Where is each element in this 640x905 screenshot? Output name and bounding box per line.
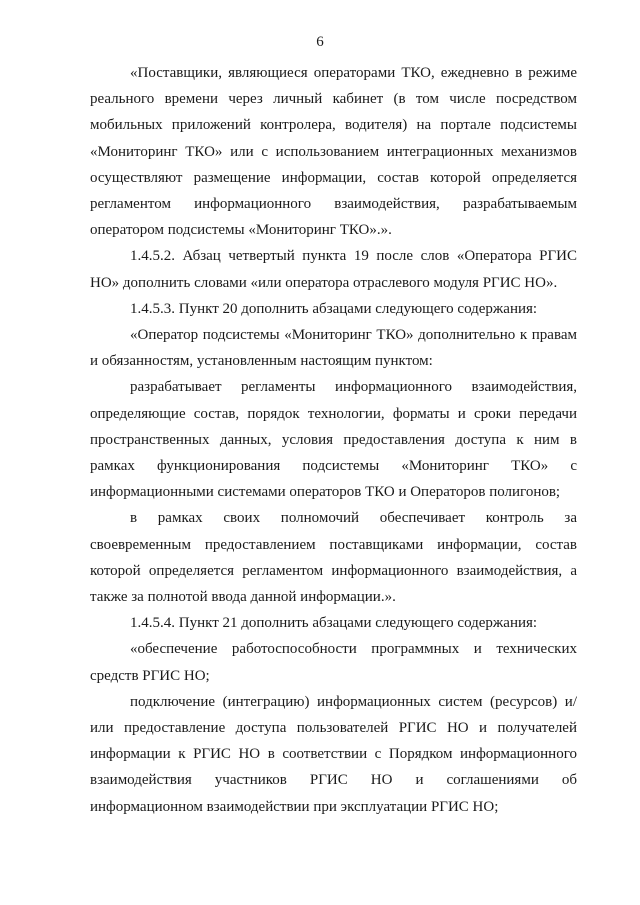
paragraph-1-4-5-2: 1.4.5.2. Абзац четвертый пункта 19 после слов «Оператора РГИС НО» дополнить словами «или оператора отраслевого модуля РГИС НО». (90, 248, 577, 291)
paragraph-1-4-5-3: 1.4.5.3. Пункт 20 дополнить абзацами следующего содержания: (130, 300, 538, 317)
paragraph-1-4-5-4: 1.4.5.4. Пункт 21 дополнить абзацами следующего содержания: (130, 615, 538, 632)
paragraph-integration: подключение (интеграцию) информационных систем (ресурсов) и/или предоставление доступа пользователей РГИС НО и получателей информации к РГИС НО в соответствии с Порядком информационного взаимодействия участников РГИС НО и соглашениями об информационном взаимодействии при эксплуатации РГИС НО; (90, 693, 577, 815)
page-number: 6 (316, 34, 324, 50)
paragraph-operator-rights: «Оператор подсистемы «Мониторинг ТКО» дополнительно к правам и обязанностям, установленным настоящим пунктом: (90, 327, 577, 370)
paragraph-regulations: разрабатывает регламенты информационного взаимодействия, определяющие состав, порядок технологии, форматы и сроки передачи пространственных данных, условия предоставления доступа к ним в рамках функционирования подсистемы «Мониторинг ТКО» с информационными системами операторов ТКО и Операторов полигонов; (90, 379, 577, 501)
paragraph-control: в рамках своих полномочий обеспечивает контроль за своевременным предоставлением поставщиками информации, состав которой определяется регламентом информационного взаимодействия, а также за полнотой ввода данной информации.». (90, 510, 577, 606)
paragraph-operability: «обеспечение работоспособности программных и технических средств РГИС НО; (90, 641, 577, 684)
document-body (90, 60, 577, 820)
paragraph-supplier-obligations: «Поставщики, являющиеся операторами ТКО, ежедневно в режиме реального времени через личный кабинет (в том числе посредством мобильных приложений контролера, водителя) на портале подсистемы «Мониторинг ТКО» или с использованием интеграционных механизмов осуществляют размещение информации, состав которой определяется регламентом информационного взаимодействия, разрабатываемым оператором подсистемы «Мониторинг ТКО».». (90, 65, 577, 239)
